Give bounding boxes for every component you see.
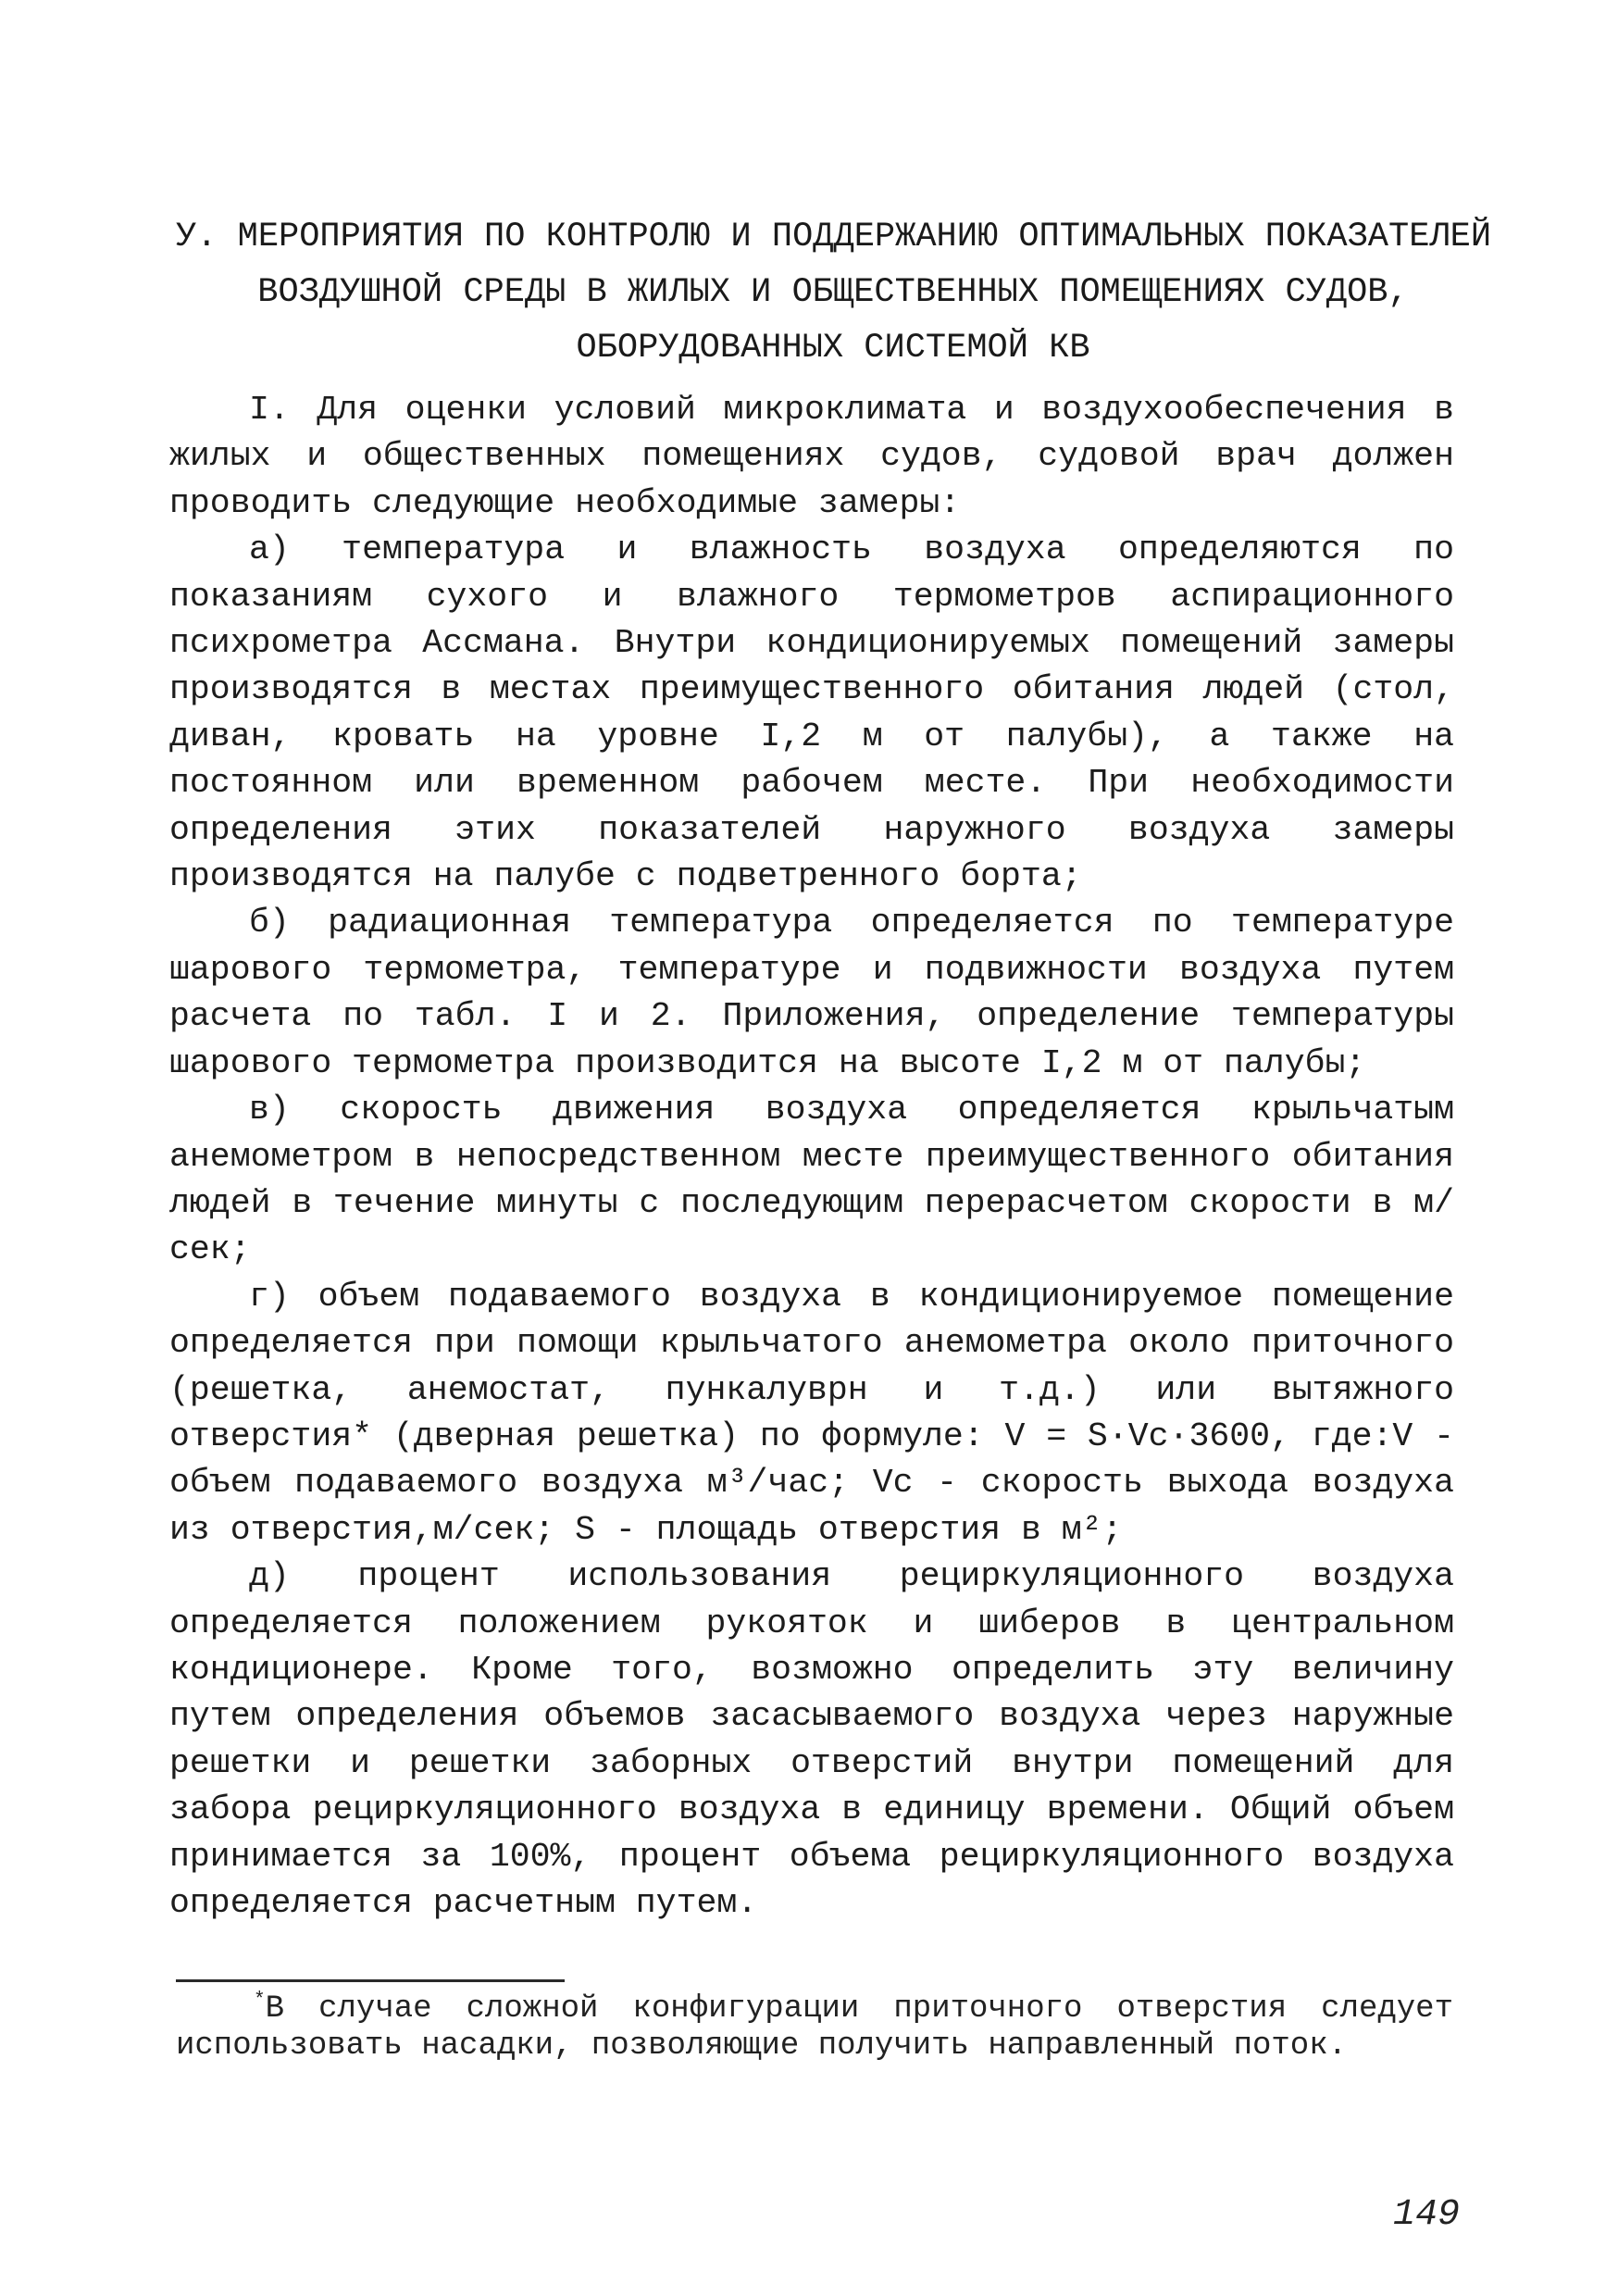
footnote-marker: * [254, 1989, 266, 2012]
section-title [176, 209, 1490, 376]
page-number: 149 [1393, 2194, 1461, 2236]
title-line-1: У. МЕРОПРИЯТИЯ ПО КОНТРОЛЮ И ПОДДЕРЖАНИЮ ОПТИМАЛЬНЫХ ПОКАЗАТЕЛЕЙ [176, 218, 1492, 256]
paragraph-g: г) объем подаваемого воздуха в кондиционируемое помещение определяется при помощи крыльчатого анемометра около приточного (решетка, анемостат, пункалуврн и т.д.) или вытяжного отверстия* (дверная решетка) по формуле: V = S·Vc·3600, где:V - объем подаваемого воздуха м³/час; Vc - скорость выхода воздуха из отверстия,м/сек; S - площадь отверстия в м²; [169, 1277, 1454, 1549]
paragraph-d: д) процент использования рециркуляционного воздуха определяется положением рукояток и шиберов в центральном кондиционере. Кроме того, возможно определить эту величину путем определения объемов засасываемого воздуха через наружные решетки и решетки заборных отверстий внутри помещений для забора рециркуляционного воздуха в единицу времени. Общий объем принимается за 100%, процент объема рециркуляционного воздуха определяется расчетным путем. [169, 1557, 1454, 1922]
footnote-divider [176, 1979, 565, 1982]
body-text [169, 387, 1454, 1927]
footnote [176, 1990, 1453, 2065]
footnote-text: В случае сложной конфигурации приточного отверстия следует использовать насадки, позволяющие получить направленный поток. [176, 1991, 1453, 2064]
paragraph-b: б) радиационная температура определяется по температуре шарового термометра, температуре и подвижности воздуха путем расчета по табл. I и 2. Приложения, определение температуры шарового термометра производится на высоте I,2 м от палубы; [169, 904, 1454, 1082]
title-line-3: ОБОРУДОВАННЫХ СИСТЕМОЙ КВ [576, 329, 1090, 368]
paragraph-a: а) температура и влажность воздуха определяются по показаниям сухого и влажного термометров аспирационного психрометра Ассмана. Внутри кондиционируемых помещений замеры производятся в местах преимущественного обитания людей (стол, диван, кровать на уровне I,2 м от палубы), а также на постоянном или временном рабочем месте. При необходимости определения этих показателей наружного воздуха замеры производятся на палубе с подветренного борта; [169, 530, 1454, 896]
paragraph-v: в) скорость движения воздуха определяется крыльчатым анемометром в непосредственном месте преимущественного обитания людей в течение минуты с последующим перерасчетом скорости в м/сек; [169, 1091, 1454, 1269]
title-line-2: ВОЗДУШНОЙ СРЕДЫ В ЖИЛЫХ И ОБЩЕСТВЕННЫХ ПОМЕЩЕНИЯХ СУДОВ, [257, 273, 1409, 312]
paragraph-intro: I. Для оценки условий микроклимата и воздухообеспечения в жилых и общественных помещениях судов, судовой врач должен проводить следующие необходимые замеры: [169, 391, 1454, 522]
